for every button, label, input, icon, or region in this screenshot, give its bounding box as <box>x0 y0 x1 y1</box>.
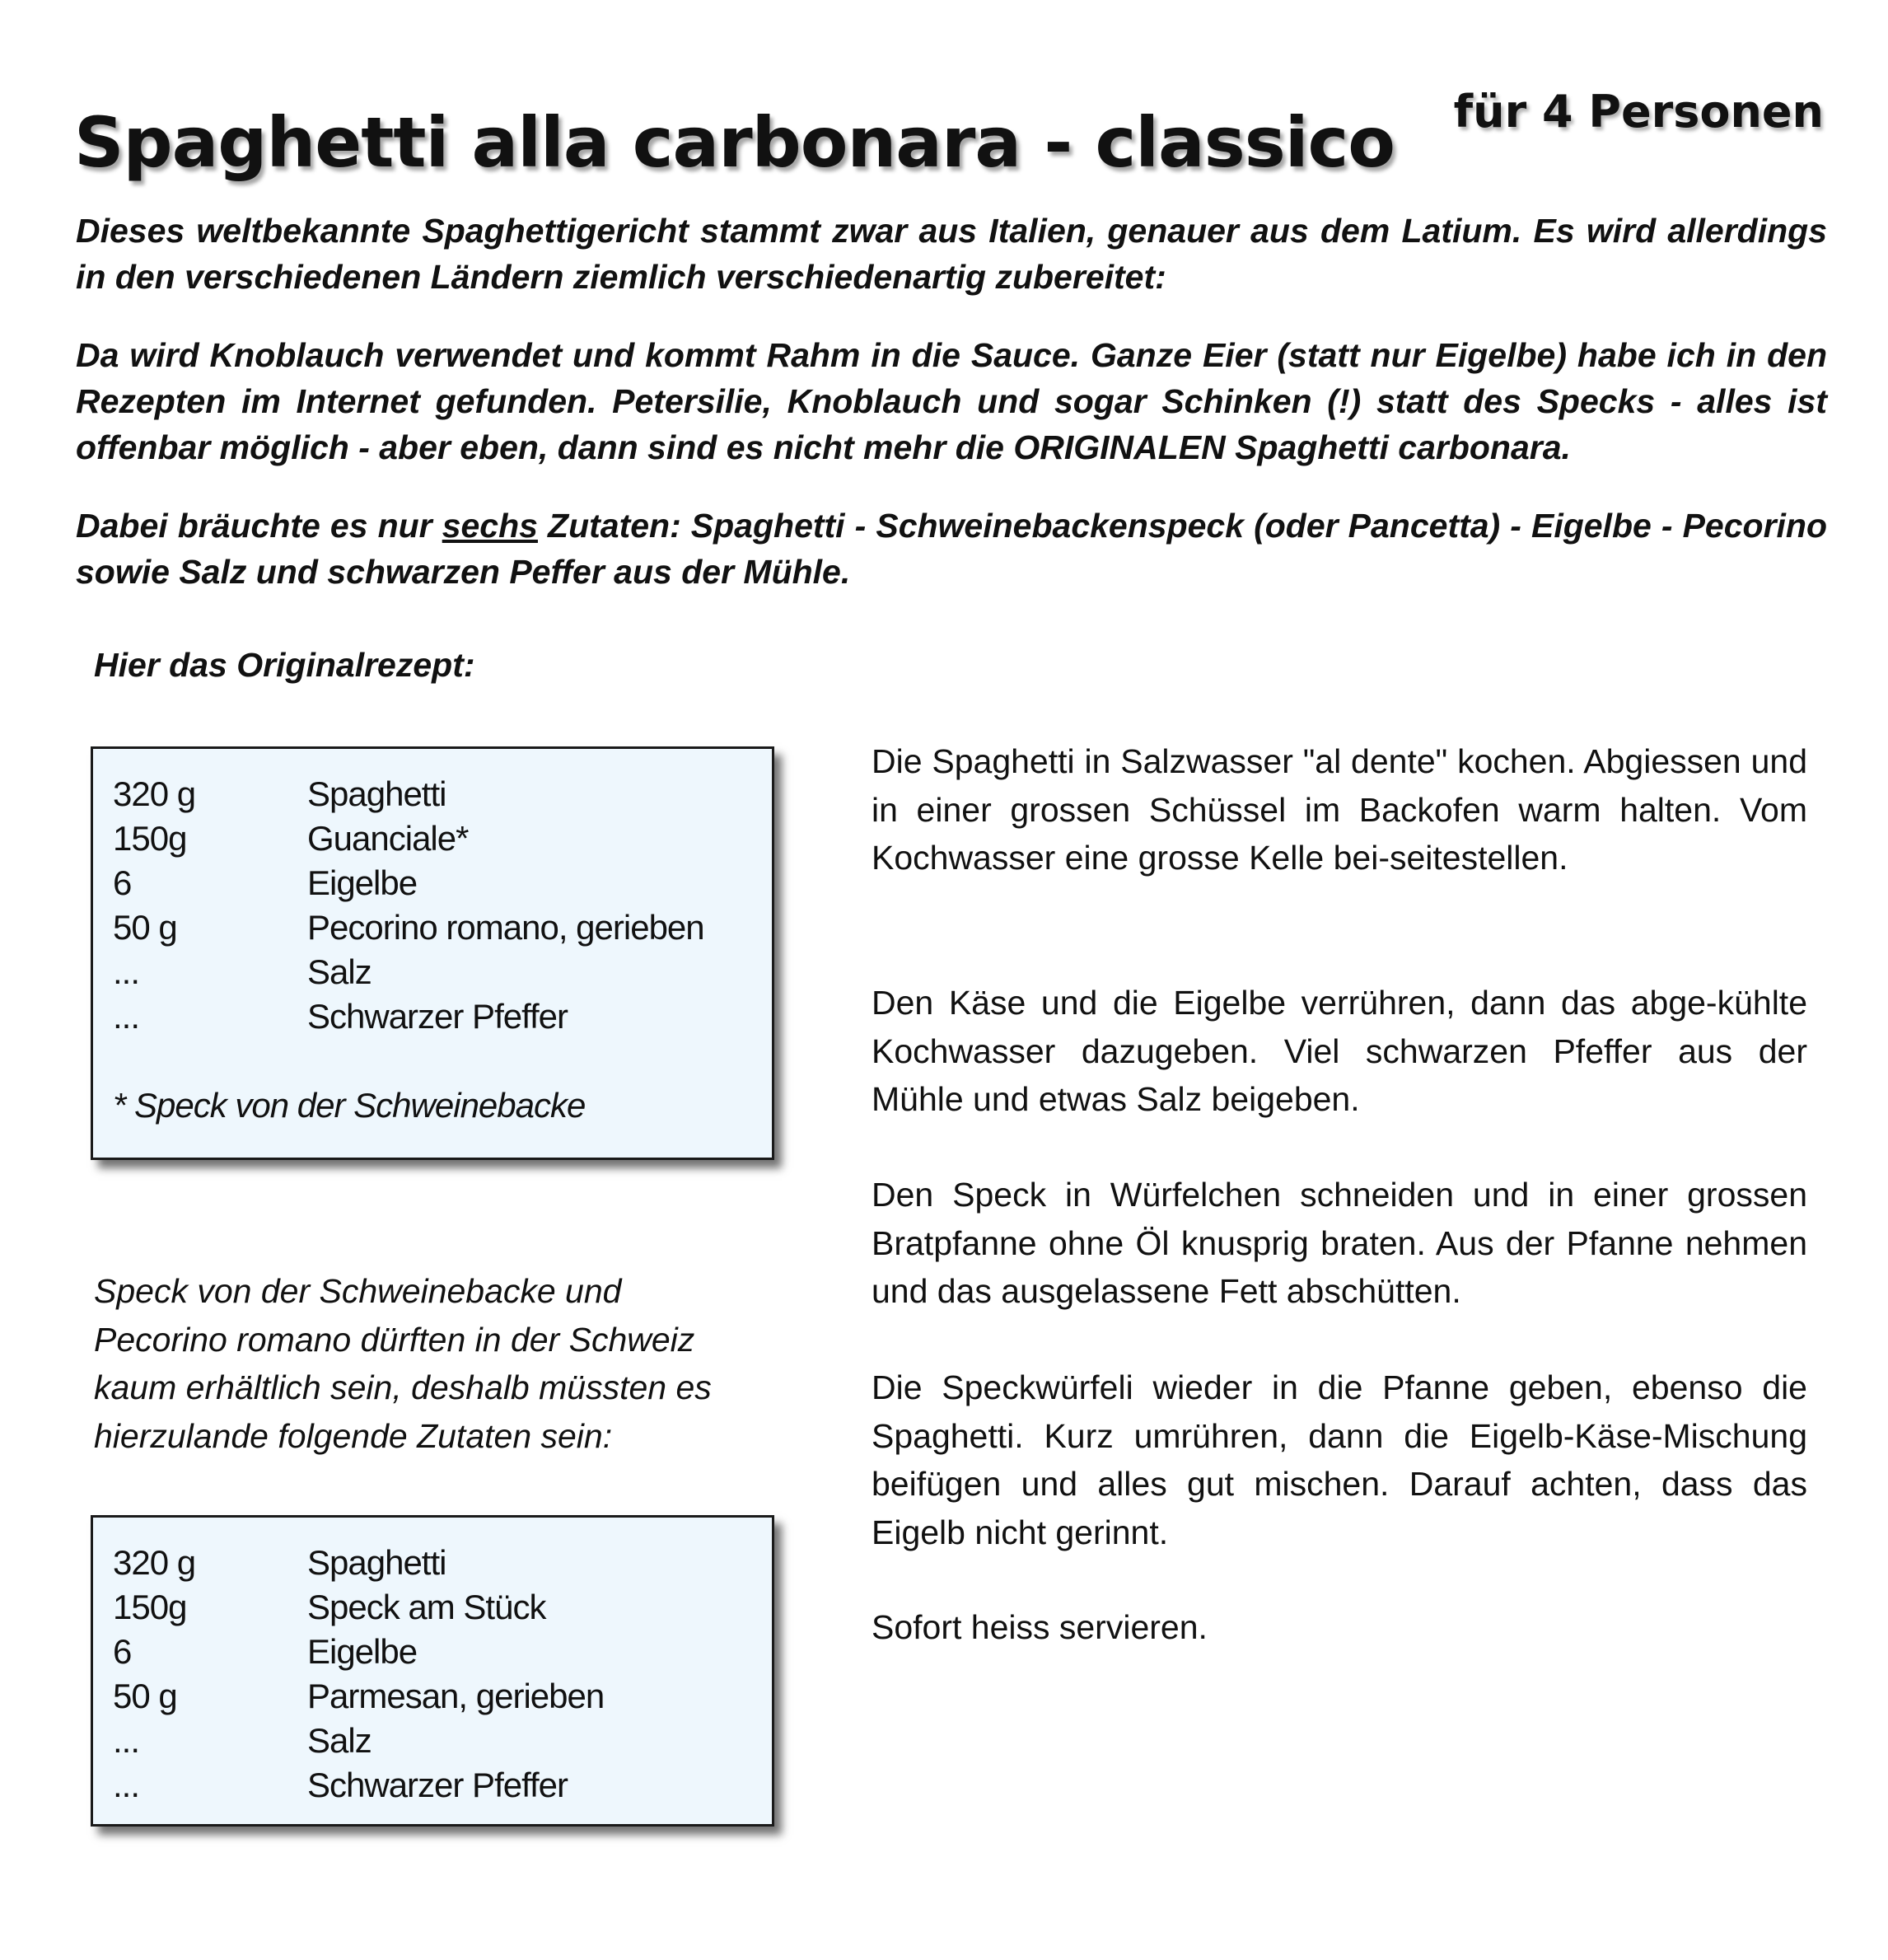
ingredient-row <box>113 861 772 905</box>
ingredient-quantity: 150g <box>113 1588 187 1626</box>
ingredient-quantity: 150g <box>113 819 187 858</box>
ingredient-name: Spaghetti <box>307 774 446 813</box>
ingredient-name: Eigelbe <box>307 863 418 902</box>
intro-underlined-count: sechs <box>442 507 538 545</box>
ingredient-row <box>113 950 772 994</box>
ingredient-row <box>113 905 772 950</box>
ingredient-name: Eigelbe <box>307 1632 418 1671</box>
swiss-ingredients-box <box>91 1515 774 1827</box>
servings-label: für 4 Personen <box>1453 86 1824 138</box>
ingredient-quantity: 320 g <box>113 1543 196 1582</box>
ingredient-quantity: 320 g <box>113 774 196 813</box>
method-step-cook-pasta: Die Spaghetti in Salzwasser "al dente" kochen. Abgiessen und in einer grossen Schüssel im Backofen warm halten. Vom Kochwasser eine grosse Kelle bei-seitestellen. <box>872 742 1807 877</box>
ingredient-name: Schwarzer Pfeffer <box>307 997 568 1036</box>
ingredient-quantity: ... <box>113 997 140 1036</box>
original-ingredients-box <box>91 746 774 1160</box>
ingredient-name: Pecorino romano, gerieben <box>307 908 704 947</box>
ingredient-row <box>113 1541 772 1585</box>
original-recipe-heading: Hier das Originalrezept: <box>94 646 475 684</box>
ingredient-quantity: ... <box>113 952 140 991</box>
ingredient-name: Salz <box>307 952 372 991</box>
ingredient-quantity: ... <box>113 1721 140 1760</box>
ingredient-quantity: 6 <box>113 863 132 902</box>
ingredient-row <box>113 1674 772 1719</box>
swiss-substitution-note: Speck von der Schweinebacke und Pecorino romano dürften in der Schweiz kaum erhältlich sein, deshalb müssten es hierzulande folgende Zutaten sein: <box>94 1272 712 1455</box>
ingredient-name: Spaghetti <box>307 1543 446 1582</box>
intro-text-after: Zutaten: Spaghetti - Schweinebackenspeck (oder Pancetta) - Eigelbe - Pecorino sowie Salz und schwarzen Peffer aus der Mühle. <box>76 507 1828 591</box>
intro-text-before: Dabei bräuchte es nur <box>76 507 442 545</box>
method-step-combine: Die Speckwürfeli wieder in die Pfanne geben, ebenso die Spaghetti. Kurz umrühren, dann die Eigelb-Käse-Mischung beifügen und alles gut mischen. Darauf achten, dass das Eigelb nicht gerinnt. <box>872 1368 1807 1551</box>
ingredient-quantity: 50 g <box>113 1677 177 1715</box>
ingredient-row <box>113 1763 772 1808</box>
ingredient-row <box>113 816 772 861</box>
ingredient-name: Parmesan, gerieben <box>307 1677 605 1715</box>
method-step-mix-cheese-eggs: Den Käse und die Eigelbe verrühren, dann das abge-kühlte Kochwasser dazugeben. Viel schwarzen Pfeffer aus der Mühle und etwas Salz beigeben. <box>872 984 1807 1118</box>
intro-paragraph-origin: Dieses weltbekannte Spaghettigericht stammt zwar aus Italien, genauer aus dem Latium. Es wird allerdings in den verschiedenen Ländern ziemlich verschiedenartig zubereitet: <box>76 212 1827 296</box>
intro-paragraph-variations: Da wird Knoblauch verwendet und kommt Rahm in die Sauce. Ganze Eier (statt nur Eigelbe) habe ich in den Rezepten im Internet gefunden. Petersilie, Knoblauch und sogar Schinken (!) statt des Specks - alles ist offenbar möglich - aber eben, dann sind es nicht mehr die ORIGINALEN Spaghetti carbonara. <box>76 336 1827 466</box>
ingredient-quantity: 6 <box>113 1632 132 1671</box>
recipe-title: Spaghetti alla carbonara - classico <box>74 102 1395 184</box>
ingredient-row <box>113 772 772 816</box>
ingredient-name: Schwarzer Pfeffer <box>307 1766 568 1804</box>
ingredient-row <box>113 994 772 1039</box>
intro-paragraph-ingredients <box>76 503 1827 595</box>
guanciale-footnote: * Speck von der Schweinebacke <box>113 1086 586 1125</box>
ingredient-name: Speck am Stück <box>307 1588 546 1626</box>
method-step-fry-bacon: Den Speck in Würfelchen schneiden und in einer grossen Bratpfanne ohne Öl knusprig braten. Aus der Pfanne nehmen und das ausgelassene Fett abschütten. <box>872 1176 1807 1310</box>
ingredient-name: Guanciale* <box>307 819 469 858</box>
ingredient-row <box>113 1585 772 1630</box>
method-step-serve: Sofort heiss servieren. <box>872 1608 1208 1646</box>
ingredient-quantity: 50 g <box>113 908 177 947</box>
ingredient-name: Salz <box>307 1721 372 1760</box>
ingredient-row <box>113 1719 772 1763</box>
ingredient-row <box>113 1630 772 1674</box>
ingredient-quantity: ... <box>113 1766 140 1804</box>
